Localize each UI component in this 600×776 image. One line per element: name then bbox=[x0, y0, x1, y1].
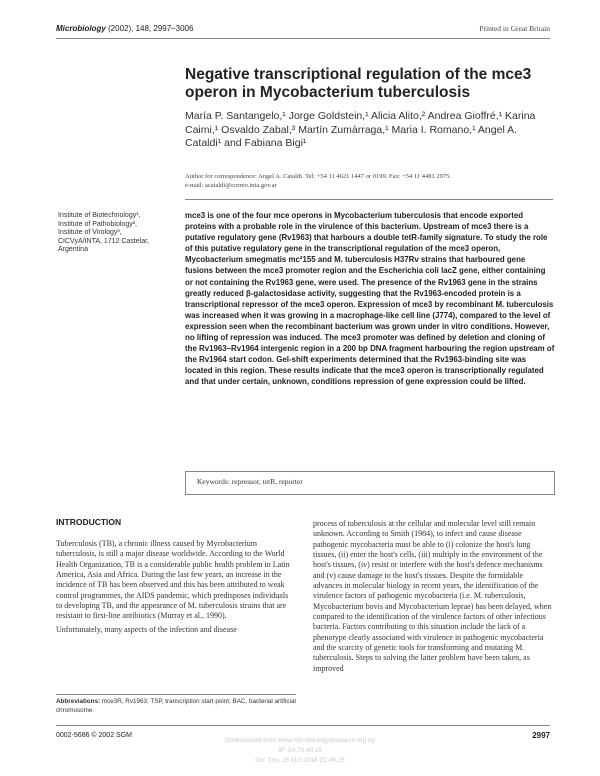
journal-citation: (2002), 148, 2997–3006 bbox=[105, 24, 194, 33]
download-watermark bbox=[150, 736, 450, 766]
keywords bbox=[197, 477, 303, 486]
intro-column-1 bbox=[56, 539, 296, 638]
paragraph: Tuberculosis (TB), a chronic illness caused by Mycobacterium tuberculosis, is still a major disease worldwide. According to the World Health Organization, TB is a considerable public health problem in Latin America, Asia and Africa. During the last few years, an increase in the incidence of TB has been observed and this has been attributed to weak control programmes, the AIDS pandemic, which predisposes individuals to developing TB, and the appearance of M. tuberculosis strains that are resistant to first-line antibiotics (Murray et al., 1990). bbox=[56, 539, 290, 621]
issn-copyright: 0002-5686 © 2002 SGM bbox=[56, 732, 132, 739]
correspondence-email: e-mail: acataldi@correo.inta.gov.ar bbox=[185, 182, 277, 189]
affiliation-line: Institute of Pathobiology², bbox=[58, 220, 137, 228]
footer-rule bbox=[56, 725, 550, 726]
keywords-label: Keywords: bbox=[197, 477, 230, 486]
header-rule bbox=[56, 38, 550, 39]
page-number: 2997 bbox=[532, 731, 550, 740]
abstract-rule bbox=[185, 199, 553, 200]
footnote-rule bbox=[56, 694, 296, 695]
correspondence-line: Author for correspondence: Angel A. Cataldi. Tel: +54 11 4621 1447 or 0199. Fax: +54 11 4481 2975. bbox=[185, 173, 452, 180]
paragraph: Unfortunately, many aspects of the infection and disease bbox=[56, 624, 237, 634]
section-heading: INTRODUCTION bbox=[56, 517, 122, 527]
abbreviations-text: mce3R, Rv1963; TSP, transcription start point; BAC, bacterial artificial chromosome. bbox=[56, 698, 296, 714]
keywords-list: repressor, tetR, reporter bbox=[229, 477, 303, 486]
running-header bbox=[56, 24, 193, 33]
printed-in: Printed in Great Britain bbox=[479, 24, 550, 33]
affiliation-line: Argentina bbox=[58, 246, 88, 253]
download-line: Downloaded from www.microbiologyresearch.org by bbox=[225, 737, 375, 744]
abbreviations-label: Abbreviations: bbox=[56, 698, 101, 705]
article-title: Negative transcriptional regulation of the mce3 operon in Mycobacterium tuberculosis bbox=[185, 66, 532, 101]
download-date: On: Thu, 25 Oct 2018 21:49:28 bbox=[255, 757, 345, 764]
correspondence bbox=[185, 172, 555, 190]
affiliation-line: Institute of Biotechnology¹, bbox=[58, 212, 141, 219]
affiliation-line: Institute of Virology³, bbox=[58, 229, 122, 236]
abbreviations-footnote bbox=[56, 698, 296, 715]
affiliations bbox=[58, 212, 176, 255]
download-ip: IP: 54.70.40.11 bbox=[278, 747, 322, 754]
journal-name: Microbiology bbox=[56, 24, 106, 33]
paragraph: process of tuberculosis at the cellular and molecular level still remain unknown. According to Smith (1984), to infect and cause disease pathogenic mycobacteria must be able to (i) colonize the host's lung tissues, (ii) enter the host's cells, (iii) multiply in the environment of the host's tissues, (iv) resist or interfere with the host's defence mechanisms and (v) cause damage to the host's tissues. Despite the formidable advances in molecular biology in recent years, the identification of the virulence factors of pathogenic mycobacteria (i.e. M. tuberculosis, Mycobacterium bovis and Mycobacterium leprae) has been delayed, when compared to the identification of the virulence factors of other infectious bacteria. Factors contributing to this situation include the lack of a phenotype clearly associated with virulence in pathogenic mycobacteria and the scarcity of genetic tools for transforming and mutating M. tuberculosis. Steps to solving the latter problem have been taken, as improved bbox=[313, 519, 552, 673]
abstract: mce3 is one of the four mce operons in Mycobacterium tuberculosis that encode exported proteins with a probable role in the virulence of this bacterium. Upstream of mce3 there is a putative regulatory gene (Rv1963) that harbours a double tetR-family signature. To study the role of this putative regulatory gene in the transcriptional regulation of the mce3 operon, Mycobacterium smegmatis mc²155 and M. tuberculosis H37Rv strains that harboured gene fusions between the mce3 promoter region and the Escherichia coli lacZ gene, either containing or not containing the Rv1963 gene, were used. The presence of the Rv1963 gene in the strains greatly reduced β-galactosidase activity, suggesting that the Rv1963-encoded protein is a transcriptional repressor of the mce3 operon. Expression of mce3 by recombinant M. tuberculosis was increased when it was growing in a macrophage-like cell line (J774), compared to the level of expression seen when the recombinant bacterium was grown under in vitro conditions. However, no lifting of repression was induced. The mce3 promoter was defined by deletion and cloning of the Rv1963–Rv1964 intergenic region in a 200 bp DNA fragment harbouring the region upstream of the Rv1964 start codon. Gel-shift experiments determined that the Rv1963-binding site was located in this region. These results indicate that the mce3 operon is transcriptionally regulated and that under certain, unknown, conditions repression of gene expression could be lifted. bbox=[185, 211, 555, 387]
author-list: María P. Santangelo,¹ Jorge Goldstein,¹ Alicia Alito,² Andrea Gioffré,¹ Karina Caimi,¹ Osvaldo Zabal,³ Martín Zumárraga,¹ Maria I. Romano,¹ Angel A. Cataldi¹ and Fabiana Bigi¹ bbox=[185, 110, 536, 149]
affiliation-line: CICVyA/INTA, 1712 Castelar, bbox=[58, 237, 150, 245]
intro-column-2 bbox=[313, 519, 553, 677]
